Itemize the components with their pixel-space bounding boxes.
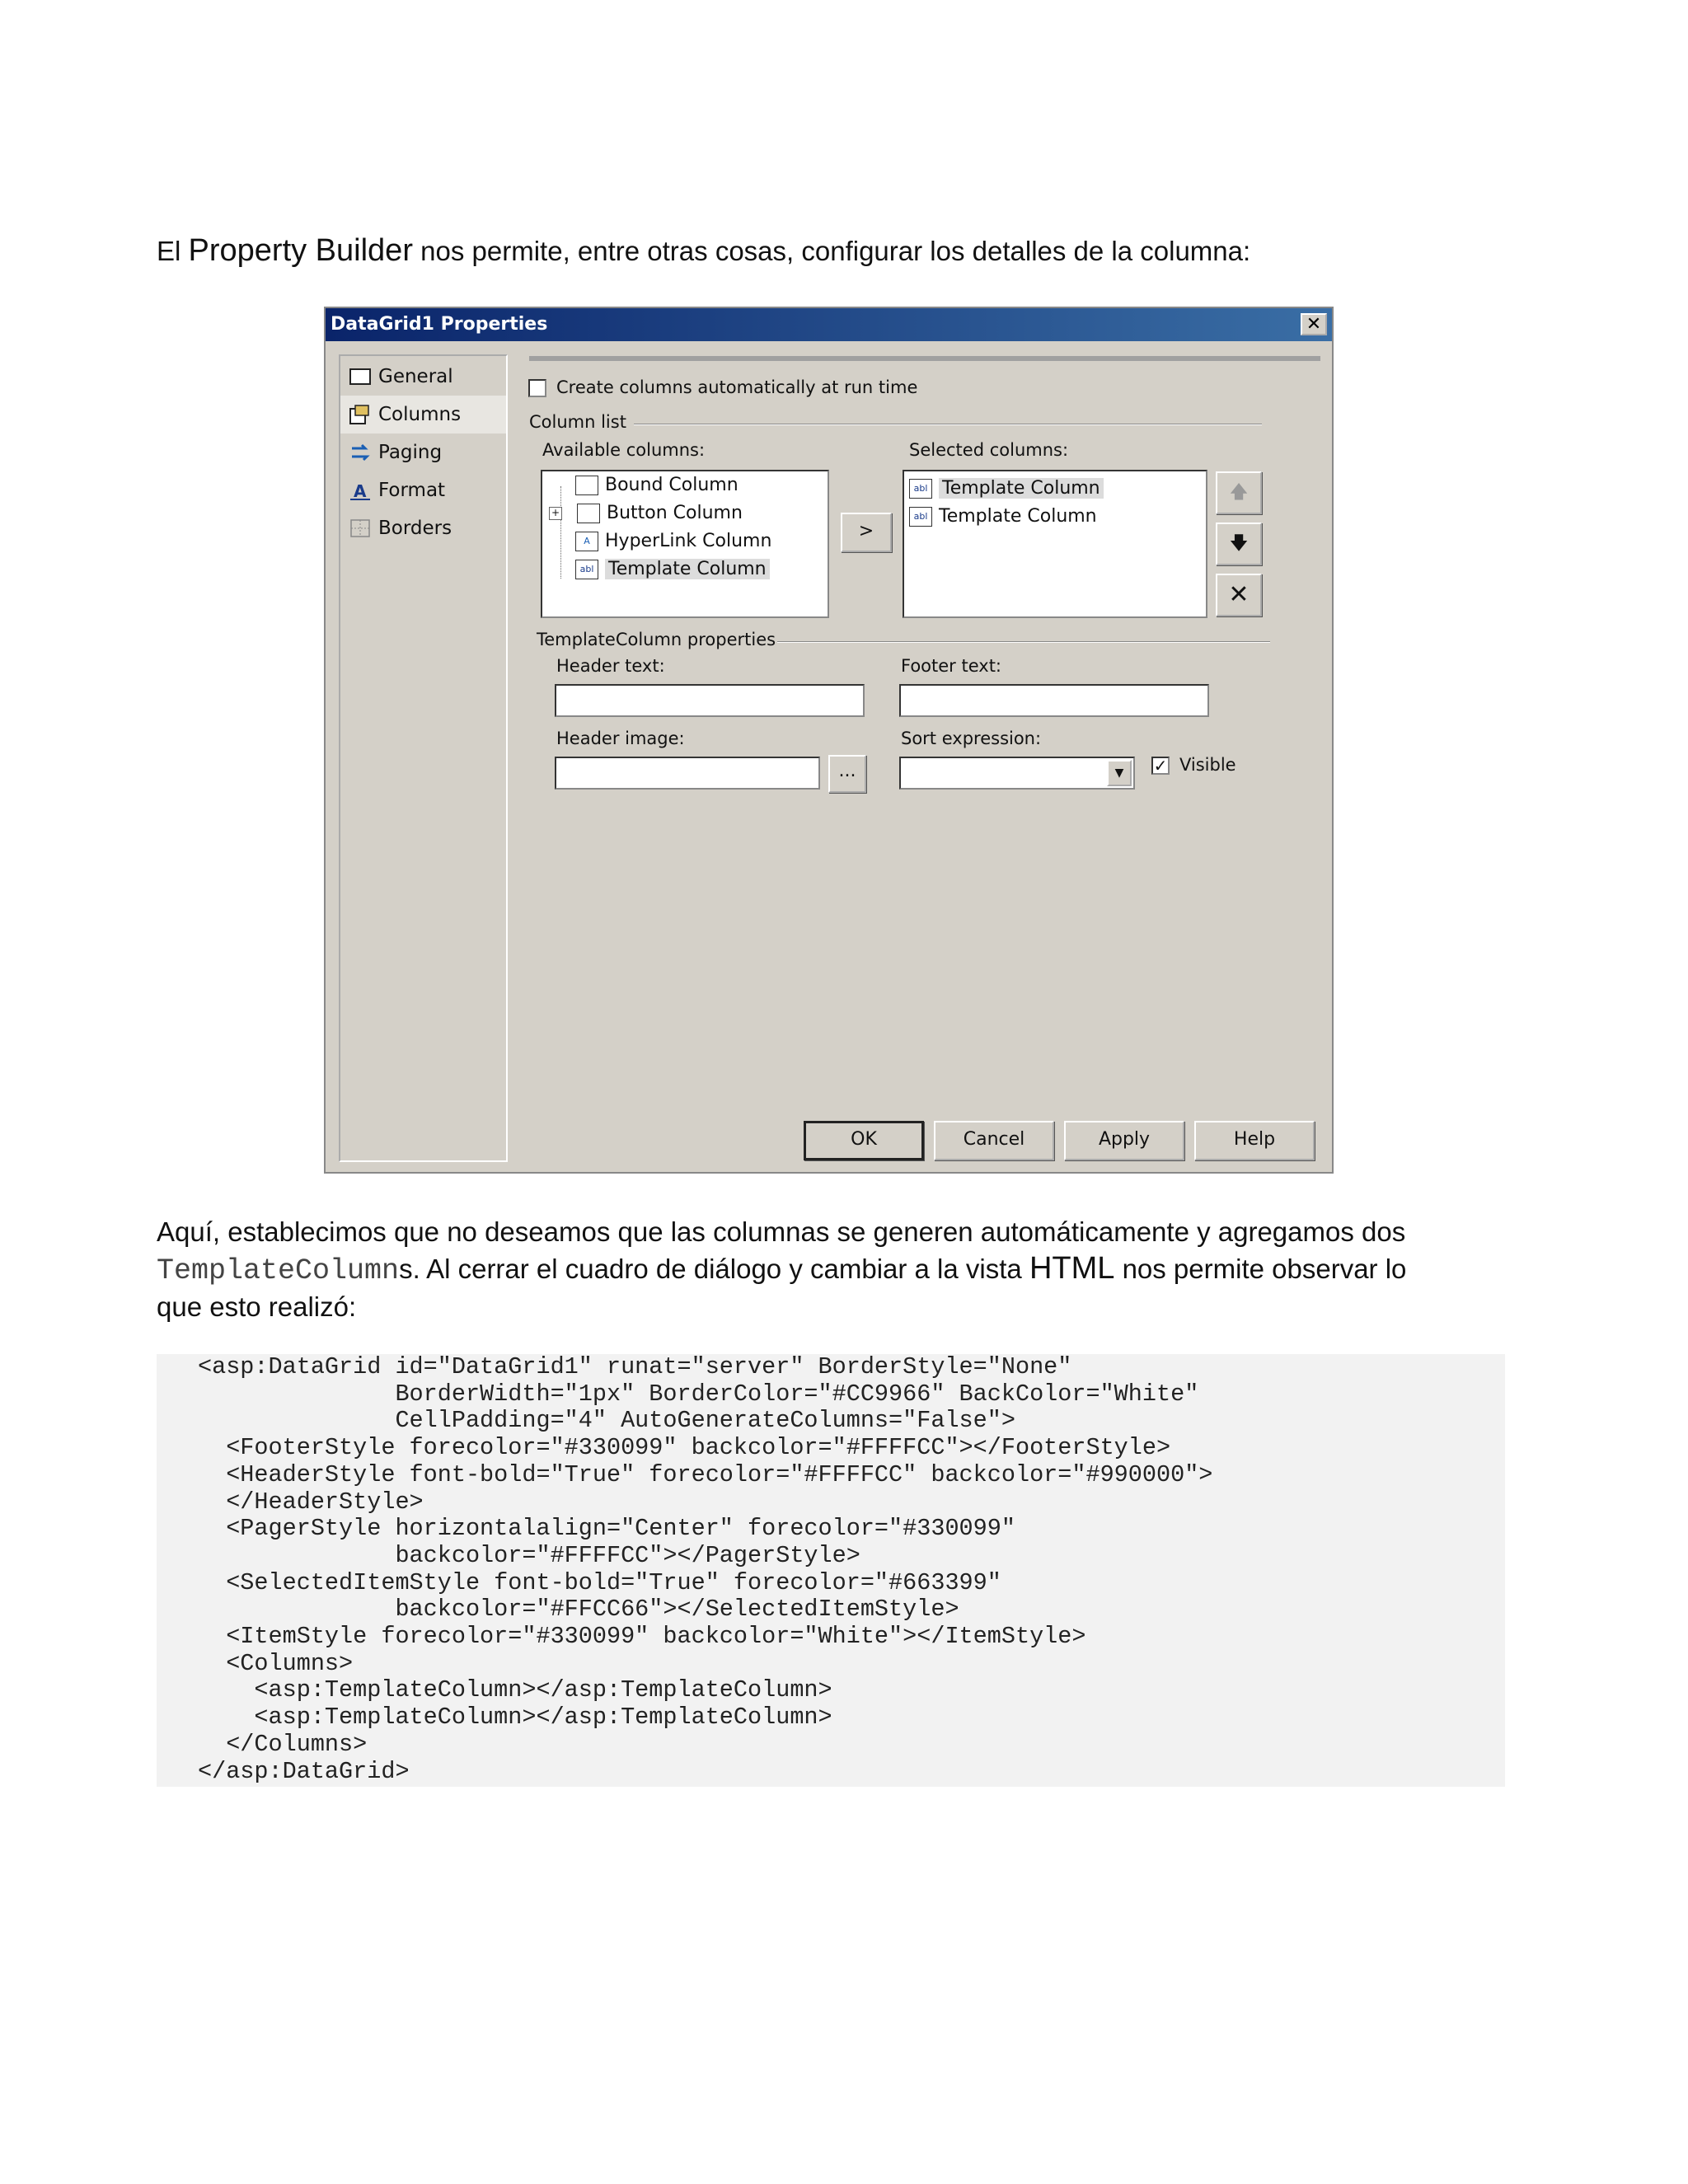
help-button[interactable]: Help: [1194, 1121, 1315, 1160]
code-line: </HeaderStyle>: [198, 1488, 424, 1516]
datagrid-properties-dialog: [324, 307, 1334, 1174]
move-up-button[interactable]: [1216, 471, 1262, 514]
header-text-input[interactable]: [555, 684, 865, 717]
dialog-titlebar: [326, 308, 1332, 341]
column-list-label: Column list: [529, 412, 626, 432]
code-line: BorderWidth="1px" BorderColor="#CC9966" BackColor="White": [198, 1380, 1199, 1408]
nav-item-borders[interactable]: [340, 509, 506, 547]
format-icon: [349, 480, 372, 501]
expand-icon[interactable]: +: [549, 507, 562, 520]
sort-expression-select[interactable]: [899, 757, 1135, 790]
nav-item-paging[interactable]: [340, 434, 506, 471]
auto-columns-checkbox[interactable]: [528, 379, 546, 397]
code-block: [157, 1354, 1505, 1787]
code-line: </asp:DataGrid>: [198, 1757, 410, 1785]
list-item[interactable]: + Button Column: [549, 503, 743, 523]
sort-expression-label: Sort expression:: [901, 729, 1042, 748]
arrow-up-icon: 🡅: [1229, 482, 1249, 503]
templatecolumn-term: TemplateColumn: [157, 1254, 400, 1287]
dialog-title: DataGrid1 Properties: [331, 314, 548, 335]
explanation-paragraph: Aquí, establecimos que no deseamos que las columnas se generen automáticamente y agregamos dos TemplateColumns. Al cerrar el cuadro de diálogo y cambiar a la vista HTML nos permite observar lo que esto realizó:: [157, 1216, 1407, 1322]
nav-item-columns[interactable]: [340, 396, 506, 434]
template-column-icon: abl: [909, 479, 932, 499]
intro-rest: nos permite, entre otras cosas, configurar los detalles de la columna:: [420, 236, 1251, 266]
code-listing: [198, 1354, 1212, 1785]
template-column-properties-label: TemplateColumn properties: [537, 630, 776, 649]
nav-item-label: Format: [378, 480, 446, 501]
add-column-button[interactable]: >: [841, 513, 892, 552]
header-image-input[interactable]: [555, 757, 820, 790]
cancel-button[interactable]: Cancel: [934, 1121, 1054, 1160]
code-line: <FooterStyle forecolor="#330099" backcolor="#FFFFCC"></FooterStyle>: [198, 1434, 1171, 1462]
hyperlink-column-icon: A: [575, 532, 598, 551]
code-line: <asp:TemplateColumn></asp:TemplateColumn>: [198, 1704, 832, 1732]
borders-icon: [349, 518, 372, 539]
code-line: CellPadding="4" AutoGenerateColumns="False">: [198, 1407, 1015, 1435]
chevron-down-icon[interactable]: ▼: [1107, 760, 1132, 786]
apply-button[interactable]: Apply: [1064, 1121, 1184, 1160]
selected-columns-label: Selected columns:: [909, 440, 1069, 460]
list-item[interactable]: abl Template Column: [575, 559, 770, 579]
column-list-divider: [634, 424, 1262, 425]
selected-columns-list[interactable]: [903, 470, 1207, 618]
svg-text:A: A: [354, 481, 367, 501]
general-icon: [349, 366, 372, 387]
list-item[interactable]: abl Template Column: [909, 506, 1097, 527]
code-line: <ItemStyle forecolor="#330099" backcolor="White"></ItemStyle>: [198, 1623, 1086, 1651]
properties-divider: [777, 641, 1270, 643]
close-button[interactable]: [1301, 313, 1327, 335]
move-down-button[interactable]: [1216, 523, 1262, 565]
visible-checkbox[interactable]: [1151, 757, 1170, 775]
html-term: HTML: [1029, 1251, 1115, 1286]
arrow-down-icon: 🡇: [1229, 533, 1249, 554]
header-image-label: Header image:: [556, 729, 685, 748]
visible-label: Visible: [1179, 755, 1236, 775]
code-line: backcolor="#FFCC66"></SelectedItemStyle>: [198, 1596, 959, 1624]
property-builder-term: Property Builder: [188, 233, 413, 268]
nav-item-label: Columns: [378, 404, 462, 425]
button-column-icon: [577, 504, 600, 523]
bound-column-icon: [575, 476, 598, 495]
template-column-icon: abl: [909, 507, 932, 527]
list-item[interactable]: Bound Column: [575, 475, 738, 495]
columns-icon: [349, 404, 372, 425]
nav-item-label: Borders: [378, 518, 452, 539]
close-icon: ✕: [1306, 314, 1322, 335]
browse-button[interactable]: ...: [828, 755, 866, 793]
list-item[interactable]: abl Template Column: [909, 478, 1104, 499]
intro-prefix: El: [157, 236, 181, 266]
code-line: </Columns>: [198, 1730, 368, 1758]
checkmark-icon: ✓: [1153, 756, 1168, 776]
template-column-icon: abl: [575, 560, 598, 579]
nav-item-format[interactable]: [340, 471, 506, 509]
header-separator: [529, 356, 1320, 361]
auto-columns-label: Create columns automatically at run time: [556, 377, 918, 397]
nav-item-label: Paging: [378, 442, 443, 463]
code-line: <asp:TemplateColumn></asp:TemplateColumn>: [198, 1676, 832, 1704]
ok-button[interactable]: OK: [804, 1121, 924, 1160]
code-line: <PagerStyle horizontalalign="Center" forecolor="#330099": [198, 1515, 1015, 1543]
nav-item-label: General: [378, 366, 453, 387]
paging-icon: [349, 442, 372, 463]
delete-column-button[interactable]: [1216, 574, 1262, 616]
code-line: <SelectedItemStyle font-bold="True" forecolor="#663399": [198, 1568, 1001, 1596]
code-line: <asp:DataGrid id="DataGrid1" runat="server" BorderStyle="None": [198, 1353, 1072, 1380]
nav-item-general[interactable]: [340, 358, 506, 396]
footer-text-label: Footer text:: [901, 656, 1002, 676]
available-columns-list[interactable]: [541, 470, 829, 618]
code-line: <Columns>: [198, 1649, 354, 1677]
intro-paragraph: [157, 232, 1250, 269]
header-text-label: Header text:: [556, 656, 665, 676]
list-item[interactable]: A HyperLink Column: [575, 531, 771, 551]
code-line: backcolor="#FFFFCC"></PagerStyle>: [198, 1541, 860, 1569]
property-nav: [339, 354, 508, 1162]
available-columns-label: Available columns:: [542, 440, 706, 460]
footer-text-input[interactable]: [899, 684, 1209, 717]
code-line: <HeaderStyle font-bold="True" forecolor="#FFFFCC" backcolor="#990000">: [198, 1460, 1213, 1488]
delete-icon: ✕: [1228, 580, 1250, 609]
